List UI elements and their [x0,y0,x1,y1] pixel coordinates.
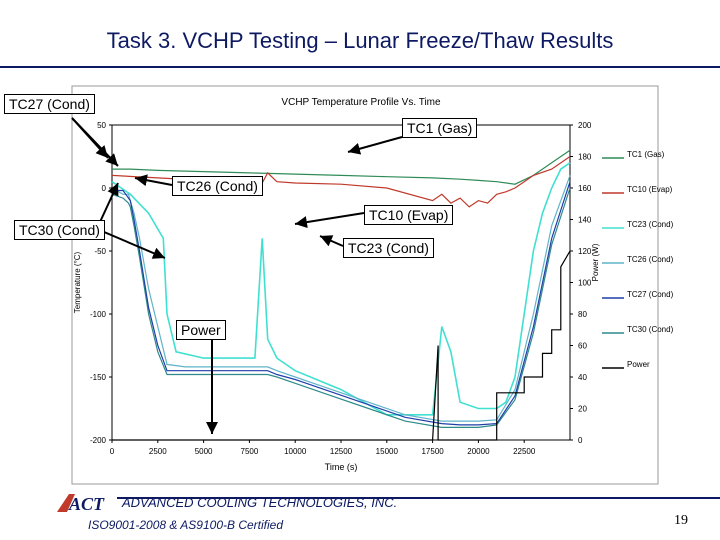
act-logo [55,490,117,516]
legend-label: TC10 (Evap) [627,185,673,194]
y-tick-label: 0 [101,184,106,193]
y2-tick-label: 200 [578,121,592,130]
logo-text: ACT [69,494,105,514]
page-number: 19 [674,513,688,528]
chart-title: VCHP Temperature Profile Vs. Time [281,97,441,108]
callout-tc10: TC10 (Evap) [364,205,453,225]
y2-axis-label: Power (W) [591,243,600,282]
x-tick-label: 7500 [240,447,259,456]
legend-label: TC23 (Cond) [627,220,674,229]
y-tick-label: -100 [89,310,106,319]
legend-label: TC26 (Cond) [627,255,674,264]
legend-label: TC30 (Cond) [627,325,674,334]
x-tick-label: 20000 [467,447,490,456]
y-tick-label: 50 [97,121,106,130]
x-tick-label: 0 [109,447,115,456]
x-tick-label: 5000 [194,447,213,456]
callout-tc26: TC26 (Cond) [172,176,263,196]
y2-tick-label: 60 [578,341,587,351]
callout-tc30: TC30 (Cond) [14,220,105,240]
y-axis-label: Temperature (°C) [73,251,82,314]
y2-tick-label: 100 [578,278,592,288]
chart-layer [72,86,674,484]
y2-tick-label: 20 [578,404,587,414]
callout-tc1: TC1 (Gas) [402,118,477,138]
legend-label: TC1 (Gas) [627,150,665,159]
y2-tick-label: 80 [578,310,587,319]
legend-label: Power [627,360,650,369]
y2-tick-label: 180 [578,152,592,162]
y2-tick-label: 140 [578,215,592,225]
y-tick-label: -150 [89,373,106,382]
y2-tick-label: 160 [578,184,592,193]
x-axis-label: Time (s) [324,462,358,472]
y-tick-label: -200 [89,436,106,445]
y-tick-label: -50 [94,247,106,256]
y2-tick-label: 0 [578,436,583,445]
callout-power: Power [176,320,226,340]
certification-text: ISO9001-2008 & AS9100-B Certified [88,518,284,532]
x-tick-label: 17500 [421,447,444,456]
company-name: ADVANCED COOLING TECHNOLOGIES, INC. [122,495,398,510]
y2-tick-label: 40 [578,373,587,382]
x-tick-label: 22500 [513,447,536,456]
x-tick-label: 10000 [284,447,307,456]
x-tick-label: 15000 [375,447,398,456]
slide-title: Task 3. VCHP Testing – Lunar Freeze/Thaw Results [106,28,614,53]
x-tick-label: 2500 [148,447,167,456]
callout-tc27: TC27 (Cond) [4,94,95,114]
y2-tick-label: 120 [578,247,592,256]
legend-label: TC27 (Cond) [627,290,674,299]
callout-tc23: TC23 (Cond) [343,238,434,258]
x-tick-label: 12500 [329,447,353,456]
